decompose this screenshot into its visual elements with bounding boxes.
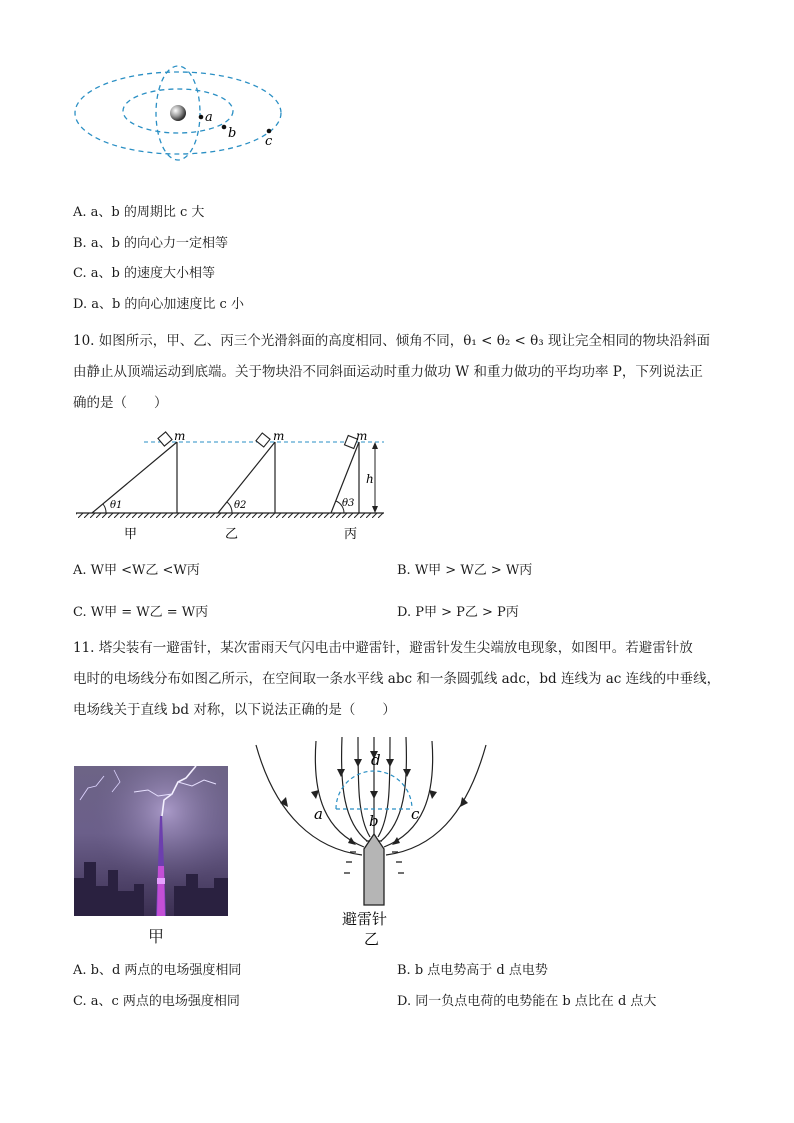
point-label-b: b: [369, 812, 379, 830]
q11-option-d: D. 同一负点电荷的电势能在 b 点比在 d 点大: [397, 994, 657, 1009]
block-1: [158, 432, 172, 446]
arrow-l1: [354, 759, 362, 767]
q10-option-b: B. W甲 > W乙 > W丙: [397, 563, 533, 578]
photo-tower-band: [157, 878, 165, 884]
q9-option-c: C. a、b 的速度大小相等: [73, 266, 215, 281]
angle-label-2: θ2: [234, 500, 247, 511]
figure-caption-yi: 乙: [364, 930, 380, 948]
arrow-l2: [337, 769, 345, 777]
angle-arc-2: [227, 502, 232, 513]
mass-label-2: m: [273, 429, 285, 443]
arrow-center-2: [370, 791, 378, 799]
incline-figure: [72, 428, 392, 548]
lightning-photo: [74, 766, 228, 916]
q11-option-c: C. a、c 两点的电场强度相同: [73, 994, 240, 1009]
q10-stem-line1: 10. 如图所示，甲、乙、丙三个光滑斜面的高度相同、倾角不同，θ₁ < θ₂ < θ₃ 现让完全相同的物块沿斜面: [73, 333, 710, 349]
incline-1: [92, 442, 177, 513]
block-2: [256, 433, 270, 447]
incline-name-1: 甲: [124, 527, 138, 542]
label-c: c: [265, 134, 273, 149]
lightning-rod: [364, 834, 384, 905]
planet: [170, 105, 186, 121]
photo-caption: 甲: [148, 927, 165, 946]
point-label-c: c: [411, 805, 420, 823]
arrow-l3: [311, 790, 319, 799]
arrow-r5: [392, 837, 400, 845]
q11-option-a: A. b、d 两点的电场强度相同: [73, 963, 242, 978]
arrow-l4: [280, 797, 288, 807]
satellite-c: [267, 129, 272, 134]
mass-label-3: m: [356, 429, 368, 443]
field-line-r3: [384, 741, 433, 847]
q11-stem: [73, 633, 723, 726]
height-arrow-bottom: [372, 506, 378, 513]
field-lines-figure: [246, 737, 494, 957]
label-a: a: [205, 110, 213, 125]
angle-arc-1: [103, 504, 106, 513]
height-label: h: [366, 472, 374, 486]
incline-2: [218, 442, 275, 513]
angle-label-1: θ1: [110, 500, 123, 511]
rod-caption: 避雷针: [342, 910, 388, 928]
arrow-r3: [429, 790, 437, 799]
photo-tower-lights: [157, 866, 165, 916]
q11-stem-line3: 电场线关于直线 bd 对称，以下说法正确的是（ ）: [73, 702, 396, 718]
arrow-r1: [386, 759, 394, 767]
field-line-l4: [256, 745, 362, 855]
satellite-a: [199, 115, 204, 120]
arrow-l5: [348, 837, 356, 845]
q11-stem-line1: 11. 塔尖装有一避雷针，某次雷雨天气闪电击中避雷针，避雷针发生尖端放电现象，如图甲。若避雷针放: [73, 640, 693, 656]
height-arrow-top: [372, 442, 378, 449]
field-line-r2: [381, 737, 406, 841]
q9-option-d: D. a、b 的向心加速度比 c 小: [73, 297, 244, 312]
q10-option-a: A. W甲 <W乙 <W丙: [73, 563, 200, 578]
q10-option-d: D. P甲 > P乙 > P丙: [397, 605, 519, 620]
ground-hatch: [76, 513, 384, 518]
satellite-b: [222, 125, 227, 130]
point-label-d: d: [371, 751, 381, 769]
label-b: b: [228, 126, 237, 141]
q10-stem-line3: 确的是（ ）: [73, 395, 168, 411]
q11-option-b: B. b 点电势高于 d 点电势: [397, 963, 548, 978]
orbit-figure: [70, 62, 290, 162]
arrow-r4: [460, 797, 468, 807]
q9-option-a: A. a、b 的周期比 c 大: [73, 205, 205, 220]
mass-label-1: m: [174, 429, 186, 443]
field-line-l2: [342, 737, 367, 841]
arrow-r2: [403, 769, 411, 777]
q10-option-c: C. W甲 = W乙 = W丙: [73, 605, 209, 620]
incline-name-2: 乙: [225, 527, 239, 542]
q10-stem-line2: 由静止从顶端运动到底端。关于物块沿不同斜面运动时重力做功 W 和重力做功的平均功率 P，下列说法正: [73, 364, 703, 380]
q9-option-b: B. a、b 的向心力一定相等: [73, 236, 229, 251]
q11-stem-line2: 电时的电场线分布如图乙所示，在空间取一条水平线 abc 和一条圆弧线 adc，bd 连线为 ac 连线的中垂线，: [73, 671, 721, 687]
q10-stem: [73, 326, 723, 419]
angle-label-3: θ3: [342, 498, 355, 509]
incline-name-3: 丙: [344, 527, 358, 542]
point-label-a: a: [314, 805, 323, 823]
